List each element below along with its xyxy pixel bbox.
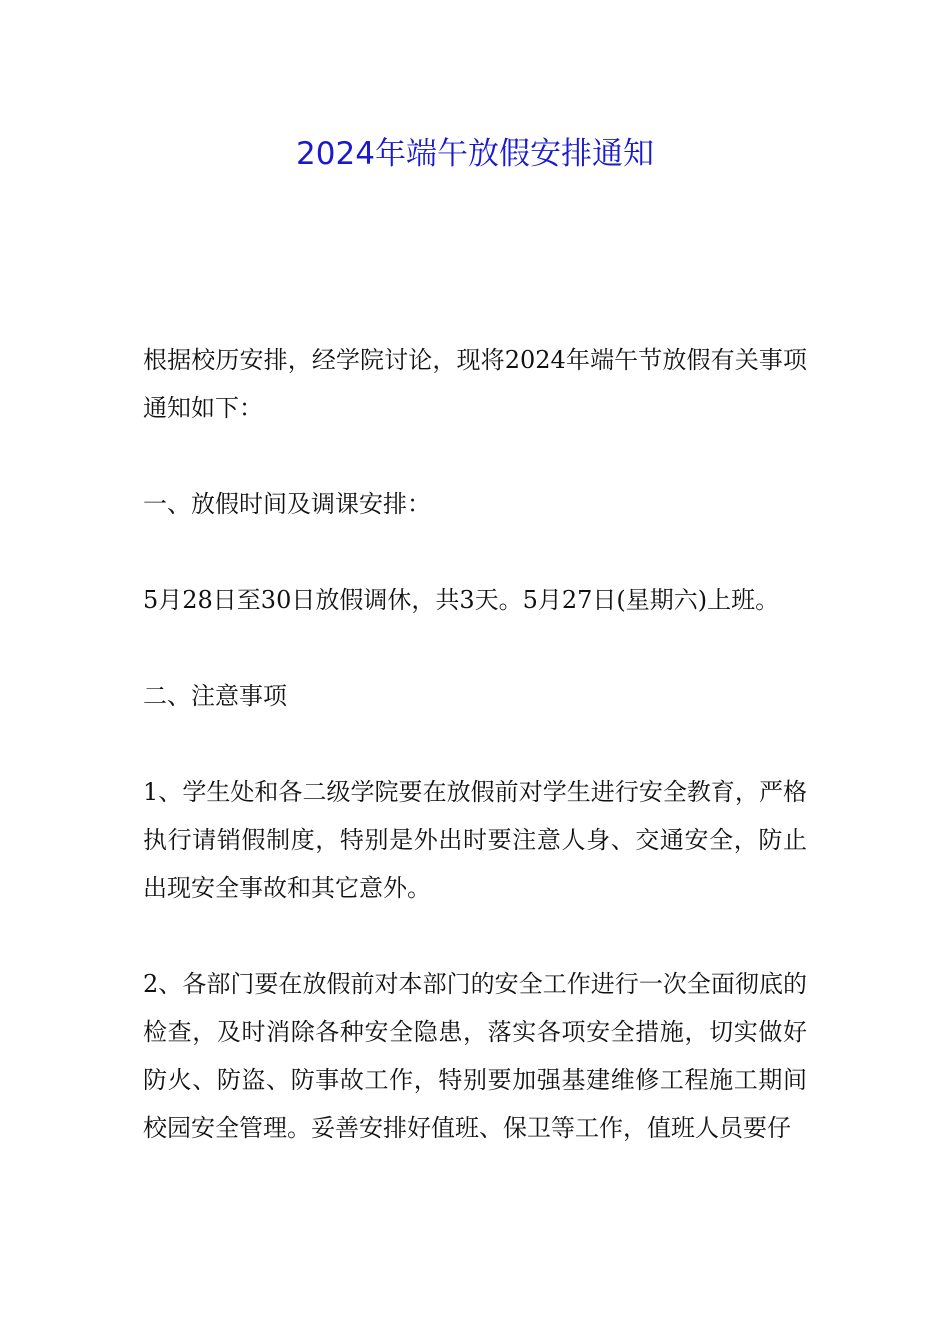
paragraph-holiday-dates: 5月28日至30日放假调休，共3天。5月27日(星期六)上班。 <box>143 586 780 614</box>
paragraph-section-one-heading: 一、放假时间及调课安排： <box>143 490 431 518</box>
paragraph-section-two-heading: 二、注意事项 <box>143 682 287 710</box>
paragraph-item-two: 2、各部门要在放假前对本部门的安全工作进行一次全面彻底的检查，及时消除各种安全隐患，落实各项安全措施，切实做好防火、防盗、防事故工作，特别要加强基建维修工程施工期间校园安全管理。妥善安排好值班、保卫等工作，值班人员要仔 <box>143 970 807 1142</box>
paragraph-intro: 根据校历安排，经学院讨论，现将2024年端午节放假有关事项通知如下： <box>143 346 807 422</box>
document-body <box>143 336 807 1200</box>
document-title: 2024年端午放假安排通知 <box>296 136 654 172</box>
paragraph-item-one: 1、学生处和各二级学院要在放假前对学生进行安全教育，严格执行请销假制度，特别是外出时要注意人身、交通安全，防止出现安全事故和其它意外。 <box>143 778 807 902</box>
